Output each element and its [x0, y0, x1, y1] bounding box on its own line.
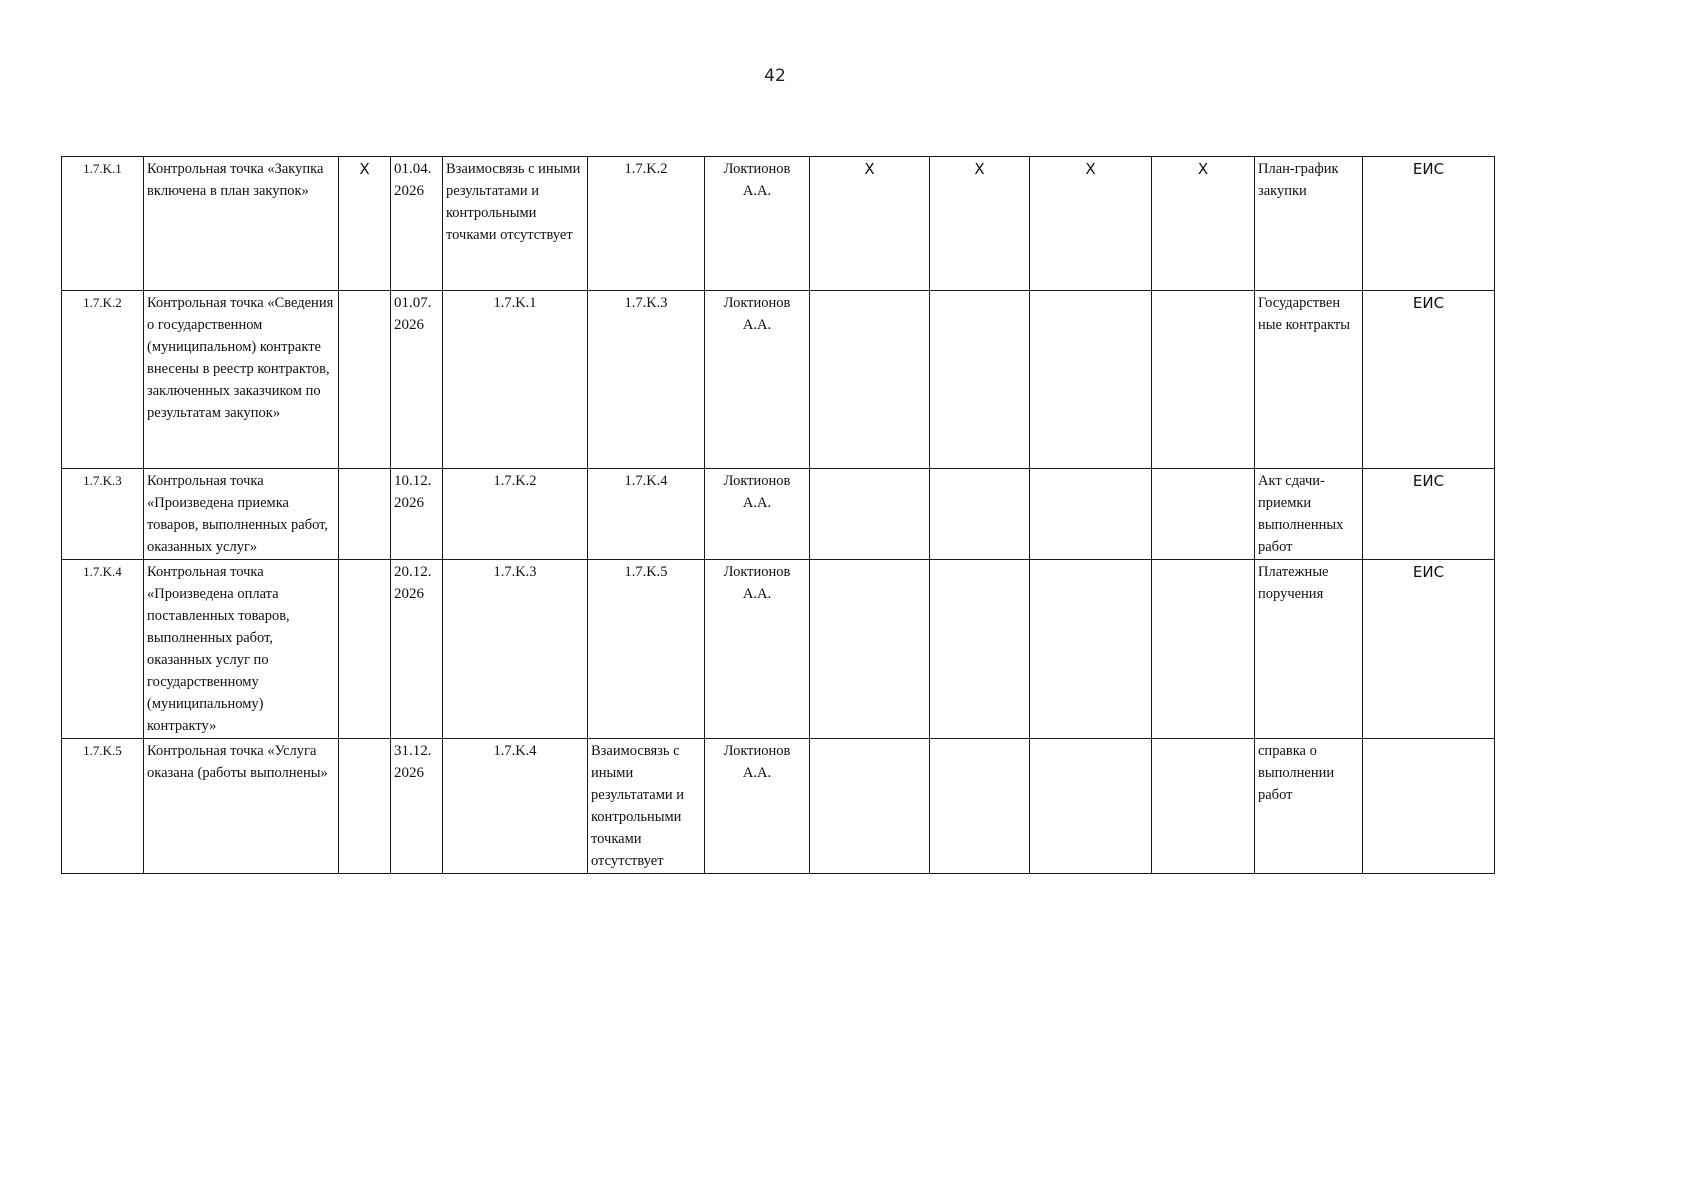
control-point-code: 1.7.K.1	[62, 157, 144, 291]
table-row	[62, 469, 1495, 560]
responsible-person: Локтионов А.А.	[705, 291, 810, 469]
responsible-person: Локтионов А.А.	[705, 739, 810, 874]
extra-cell	[1152, 739, 1255, 874]
control-point-name: Контрольная точка «Сведения о государственном (муниципальном) контракте внесены в реестр контрактов, заключенных заказчиком по результатам закупок»	[144, 291, 339, 469]
next-point: Взаимосвязь с иными результатами и контрольными точками отсутствует	[588, 739, 705, 874]
next-point: 1.7.K.2	[588, 157, 705, 291]
previous-point: Взаимосвязь с иными результатами и контрольными точками отсутствует	[443, 157, 588, 291]
control-point-code: 1.7.K.3	[62, 469, 144, 560]
extra-cell: X	[1152, 157, 1255, 291]
confirming-document: Акт сдачи-приемки выполненных работ	[1255, 469, 1363, 560]
x-mark	[339, 469, 391, 560]
extra-cell	[1030, 739, 1152, 874]
responsible-person: Локтионов А.А.	[705, 157, 810, 291]
confirming-document: План-график закупки	[1255, 157, 1363, 291]
confirming-document: Платежные поручения	[1255, 560, 1363, 739]
extra-cell	[1030, 560, 1152, 739]
extra-cell	[930, 291, 1030, 469]
next-point: 1.7.K.3	[588, 291, 705, 469]
x-mark	[339, 560, 391, 739]
table-row	[62, 157, 1495, 291]
control-point-code: 1.7.K.2	[62, 291, 144, 469]
extra-cell: X	[930, 157, 1030, 291]
page-number: 42	[764, 66, 786, 86]
control-point-name: Контрольная точка «Закупка включена в план закупок»	[144, 157, 339, 291]
information-system: ЕИС	[1363, 469, 1495, 560]
control-point-date: 01.07. 2026	[391, 291, 443, 469]
control-point-name: Контрольная точка «Услуга оказана (работы выполнены»	[144, 739, 339, 874]
extra-cell	[1152, 560, 1255, 739]
extra-cell	[810, 739, 930, 874]
previous-point: 1.7.K.4	[443, 739, 588, 874]
control-point-date: 20.12. 2026	[391, 560, 443, 739]
responsible-person: Локтионов А.А.	[705, 469, 810, 560]
extra-cell	[810, 469, 930, 560]
x-mark	[339, 291, 391, 469]
table-row	[62, 739, 1495, 874]
information-system: ЕИС	[1363, 560, 1495, 739]
information-system: ЕИС	[1363, 291, 1495, 469]
extra-cell: X	[1030, 157, 1152, 291]
responsible-person: Локтионов А.А.	[705, 560, 810, 739]
control-point-date: 01.04. 2026	[391, 157, 443, 291]
control-points-table	[61, 156, 1495, 874]
extra-cell	[810, 560, 930, 739]
control-point-code: 1.7.K.4	[62, 560, 144, 739]
extra-cell	[930, 560, 1030, 739]
extra-cell: X	[810, 157, 930, 291]
next-point: 1.7.K.4	[588, 469, 705, 560]
previous-point: 1.7.K.2	[443, 469, 588, 560]
x-mark	[339, 739, 391, 874]
next-point: 1.7.K.5	[588, 560, 705, 739]
x-mark: X	[339, 157, 391, 291]
extra-cell	[930, 469, 1030, 560]
extra-cell	[1030, 291, 1152, 469]
control-point-date: 31.12. 2026	[391, 739, 443, 874]
control-point-name: Контрольная точка «Произведена оплата поставленных товаров, выполненных работ, оказанных услуг по государственному (муниципальному) контракту»	[144, 560, 339, 739]
confirming-document: справка о выполнении работ	[1255, 739, 1363, 874]
control-point-code: 1.7.K.5	[62, 739, 144, 874]
extra-cell	[1152, 469, 1255, 560]
control-point-name: Контрольная точка «Произведена приемка товаров, выполненных работ, оказанных услуг»	[144, 469, 339, 560]
extra-cell	[1152, 291, 1255, 469]
extra-cell	[1030, 469, 1152, 560]
table-row	[62, 291, 1495, 469]
control-point-date: 10.12. 2026	[391, 469, 443, 560]
extra-cell	[930, 739, 1030, 874]
information-system	[1363, 739, 1495, 874]
extra-cell	[810, 291, 930, 469]
previous-point: 1.7.K.1	[443, 291, 588, 469]
previous-point: 1.7.K.3	[443, 560, 588, 739]
table-row	[62, 560, 1495, 739]
confirming-document: Государствен ные контракты	[1255, 291, 1363, 469]
information-system: ЕИС	[1363, 157, 1495, 291]
